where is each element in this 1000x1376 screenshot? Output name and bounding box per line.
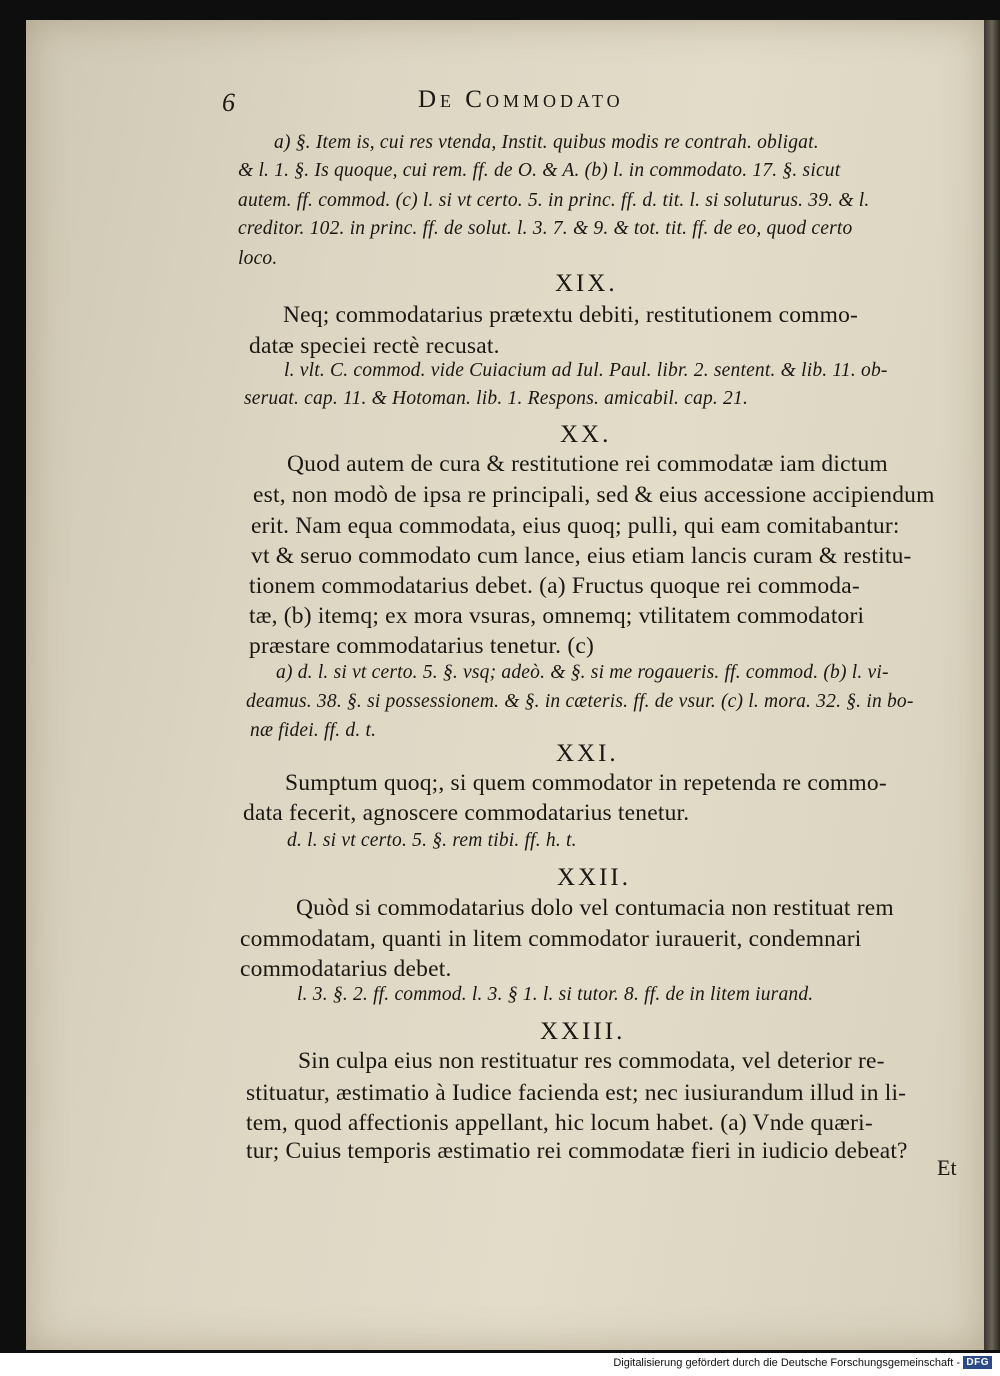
section-heading: XXII. — [557, 864, 632, 891]
text-line: l. vlt. C. commod. vide Cuiacium ad Iul. Paul. libr. 2. sentent. & lib. 11. ob- — [284, 360, 888, 381]
text-line: vt & seruo commodato cum lance, eius etiam lancis curam & restitu- — [251, 543, 912, 569]
text-line: Sin culpa eius non restituatur res commodata, vel deterior re- — [298, 1048, 885, 1074]
text-line: erit. Nam equa commodata, eius quoq; pulli, qui eam comitabantur: — [251, 513, 900, 539]
text-line: Sumptum quoq;, si quem commodator in repetenda re commo- — [285, 770, 887, 796]
text-line: Quod autem de cura & restitutione rei commodatæ iam dictum — [287, 451, 888, 477]
text-line: datæ speciei rectè recusat. — [249, 333, 500, 359]
text-line: deamus. 38. §. si possessionem. & §. in cæteris. ff. de vsur. (c) l. mora. 32. §. in bo- — [246, 691, 914, 712]
text-line: commodatarius debet. — [240, 956, 452, 982]
text-line: tur; Cuius temporis æstimatio rei commodatæ fieri in iudicio debeat? — [246, 1138, 908, 1164]
text-line: stituatur, æstimatio à Iudice facienda est; nec iusiurandum illud in li- — [246, 1080, 907, 1106]
section-heading: XIX. — [555, 270, 618, 297]
text-line: est, non modò de ipsa re principali, sed & eius accessione accipiendum — [253, 482, 935, 508]
footer-credit: Digitalisierung gefördert durch die Deutsche Forschungsgemeinschaft - — [613, 1357, 960, 1369]
text-line: loco. — [238, 248, 278, 269]
text-line: Quòd si commodatarius dolo vel contumacia non restituat rem — [296, 895, 894, 921]
text-line: seruat. cap. 11. & Hotoman. lib. 1. Respons. amicabil. cap. 21. — [244, 388, 749, 409]
text-line: creditor. 102. in princ. ff. de solut. l. 3. 7. & 9. & tot. tit. ff. de eo, quod certo — [238, 218, 853, 239]
text-line: a) d. l. si vt certo. 5. §. vsq; adeò. & §. si me rogaueris. ff. commod. (b) l. vi- — [276, 662, 889, 683]
text-line: d. l. si vt certo. 5. §. rem tibi. ff. h. t. — [287, 830, 577, 851]
book-edge — [984, 20, 1000, 1350]
text-line: præstare commodatarius tenetur. (c) — [249, 633, 595, 659]
text-line: tæ, (b) itemq; ex mora vsuras, omnemq; vtilitatem commodatori — [249, 603, 865, 629]
running-head: De Commodato — [418, 86, 624, 113]
catchword: Et — [937, 1155, 957, 1180]
section-heading: XXIII. — [540, 1018, 626, 1045]
section-heading: XX. — [560, 421, 612, 448]
text-line: Neq; commodatarius prætextu debiti, restitutionem commo- — [283, 302, 859, 328]
text-line: data fecerit, agnoscere commodatarius tenetur. — [243, 800, 690, 826]
text-line: tionem commodatarius debet. (a) Fructus quoque rei commoda- — [249, 573, 860, 599]
text-line: l. 3. §. 2. ff. commod. l. 3. § 1. l. si tutor. 8. ff. de in litem iurand. — [297, 984, 814, 1005]
text-line: a) §. Item is, cui res vtenda, Instit. quibus modis re contrah. obligat. — [274, 132, 819, 153]
section-heading: XXI. — [556, 740, 619, 767]
text-line: næ fidei. ff. d. t. — [250, 720, 377, 741]
dfg-logo[interactable]: DFG — [963, 1356, 992, 1369]
text-line: commodatam, quanti in litem commodator iurauerit, condemnari — [240, 926, 862, 952]
text-line: tem, quod affectionis appellant, hic locum habet. (a) Vnde quæri- — [246, 1110, 873, 1136]
text-line: autem. ff. commod. (c) l. si vt certo. 5. in princ. ff. d. tit. l. si soluturus. 39. & l. — [238, 190, 870, 211]
page-number: 6 — [222, 88, 235, 117]
text-line: & l. 1. §. Is quoque, cui rem. ff. de O. & A. (b) l. in commodato. 17. §. sicut — [238, 160, 841, 181]
